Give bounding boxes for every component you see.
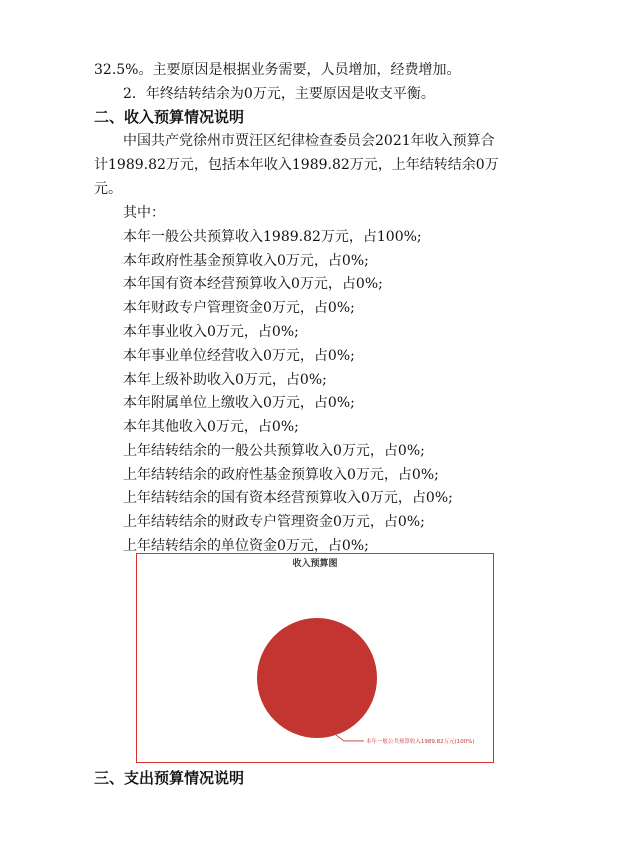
income-item: 上年结转结余的一般公共预算收入0万元，占0%; (123, 443, 425, 459)
qizhong-label: 其中： (123, 205, 165, 221)
pie-slice (257, 618, 377, 738)
income-item: 本年事业收入0万元，占0%; (123, 324, 299, 340)
income-item: 本年事业单位经营收入0万元，占0%; (123, 348, 355, 364)
pie-label-line (336, 735, 364, 741)
income-item: 上年结转结余的单位资金0万元，占0%; (123, 538, 369, 554)
income-item: 上年结转结余的国有资本经营预算收入0万元，占0%; (123, 490, 453, 506)
income-item: 本年财政专户管理资金0万元，占0%; (123, 300, 355, 316)
para-line-1: 32.5%。主要原因是根据业务需要，人员增加，经费增加。 (94, 62, 461, 78)
income-item: 上年结转结余的政府性基金预算收入0万元，占0%; (123, 467, 439, 483)
para-income-1: 中国共产党徐州市贾汪区纪律检查委员会2021年收入预算合 (123, 133, 495, 149)
income-item: 本年一般公共预算收入1989.82万元，占100%; (123, 229, 422, 245)
pie-chart-svg (137, 554, 493, 762)
pie-data-label: 本年一般公共预算收入1989.82万元(100%) (365, 738, 475, 745)
income-item: 本年上级补助收入0万元，占0%; (123, 372, 327, 388)
para-income-3: 元。 (94, 181, 122, 197)
section-heading-income: 二、收入预算情况说明 (94, 108, 245, 126)
income-item: 本年政府性基金预算收入0万元，占0%; (123, 253, 369, 269)
income-item: 本年国有资本经营预算收入0万元，占0%; (123, 276, 383, 292)
income-item: 本年其他收入0万元，占0%; (123, 419, 299, 435)
income-pie-chart (136, 553, 494, 763)
chart-title: 收入预算图 (292, 559, 338, 569)
para-income-2: 计1989.82万元，包括本年收入1989.82万元，上年结转结余0万 (94, 157, 499, 173)
para-line-2: 2．年终结转结余为0万元，主要原因是收支平衡。 (123, 86, 435, 102)
income-item: 上年结转结余的财政专户管理资金0万元，占0%; (123, 514, 425, 530)
income-item: 本年附属单位上缴收入0万元，占0%; (123, 395, 355, 411)
section-heading-expenditure: 三、支出预算情况说明 (94, 769, 245, 787)
